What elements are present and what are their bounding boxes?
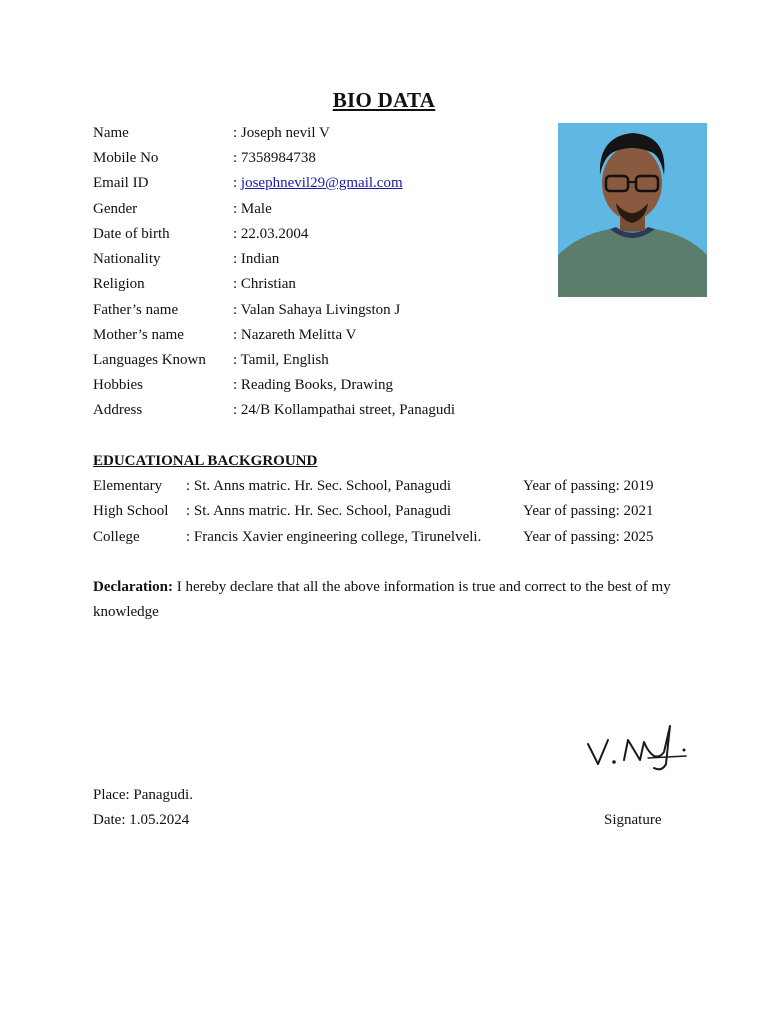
education-row-highschool [93,500,693,522]
signature-label: Signature [604,812,662,828]
detail-value: : Christian [233,276,296,292]
detail-label: Name [93,125,129,141]
page-title: BIO DATA [332,88,436,112]
detail-value: : Joseph nevil V [233,125,330,141]
detail-value: : 7358984738 [233,150,316,166]
declaration [93,575,683,625]
education-year: Year of passing: 2025 [523,529,654,545]
detail-value: : Nazareth Melitta V [233,327,357,343]
detail-label: Mother’s name [93,327,184,343]
education-level: College [93,529,140,545]
education-level: Elementary [93,478,163,494]
education-level: High School [93,503,169,519]
detail-value: : Reading Books, Drawing [233,377,393,393]
date-text: Date: 1.05.2024 [93,812,190,828]
place-text: Place: Panagudi. [93,787,193,803]
education-school: : Francis Xavier engineering college, Tirunelveli. [186,529,482,545]
detail-label: Hobbies [93,377,143,393]
email-colon: : [233,175,241,191]
education-row-elementary [93,475,693,497]
detail-value: : 22.03.2004 [233,226,309,242]
detail-label: Father’s name [93,302,179,318]
email-link[interactable]: josephnevil29@gmail.com [240,175,403,191]
profile-photo [558,123,707,297]
detail-value: : Valan Sahaya Livingston J [233,302,401,318]
detail-label: Address [93,402,143,418]
detail-label: Date of birth [93,226,170,242]
portrait-illustration [558,123,707,297]
detail-label: Mobile No [93,150,159,166]
education-heading: EDUCATIONAL BACKGROUND [93,453,318,469]
education-year: Year of passing: 2019 [523,478,654,494]
detail-label: Languages Known [93,352,206,368]
detail-value: : 24/B Kollampathai street, Panagudi [233,402,456,418]
education-year: Year of passing: 2021 [523,503,654,519]
declaration-label: Declaration: [93,579,173,595]
detail-value: : Male [233,201,272,217]
detail-value: : Indian [233,251,280,267]
detail-value [233,172,403,194]
detail-label: Nationality [93,251,161,267]
detail-label: Gender [93,201,138,217]
declaration-text: I hereby declare that all the above information is true and correct to the best of my knowledge [93,579,671,620]
detail-label: Religion [93,276,145,292]
detail-label: Email ID [93,175,149,191]
education-school: : St. Anns matric. Hr. Sec. School, Panagudi [186,503,451,519]
education-row-college [93,526,693,548]
education-school: : St. Anns matric. Hr. Sec. School, Panagudi [186,478,451,494]
signature-image [578,712,696,778]
detail-value: : Tamil, English [233,352,329,368]
